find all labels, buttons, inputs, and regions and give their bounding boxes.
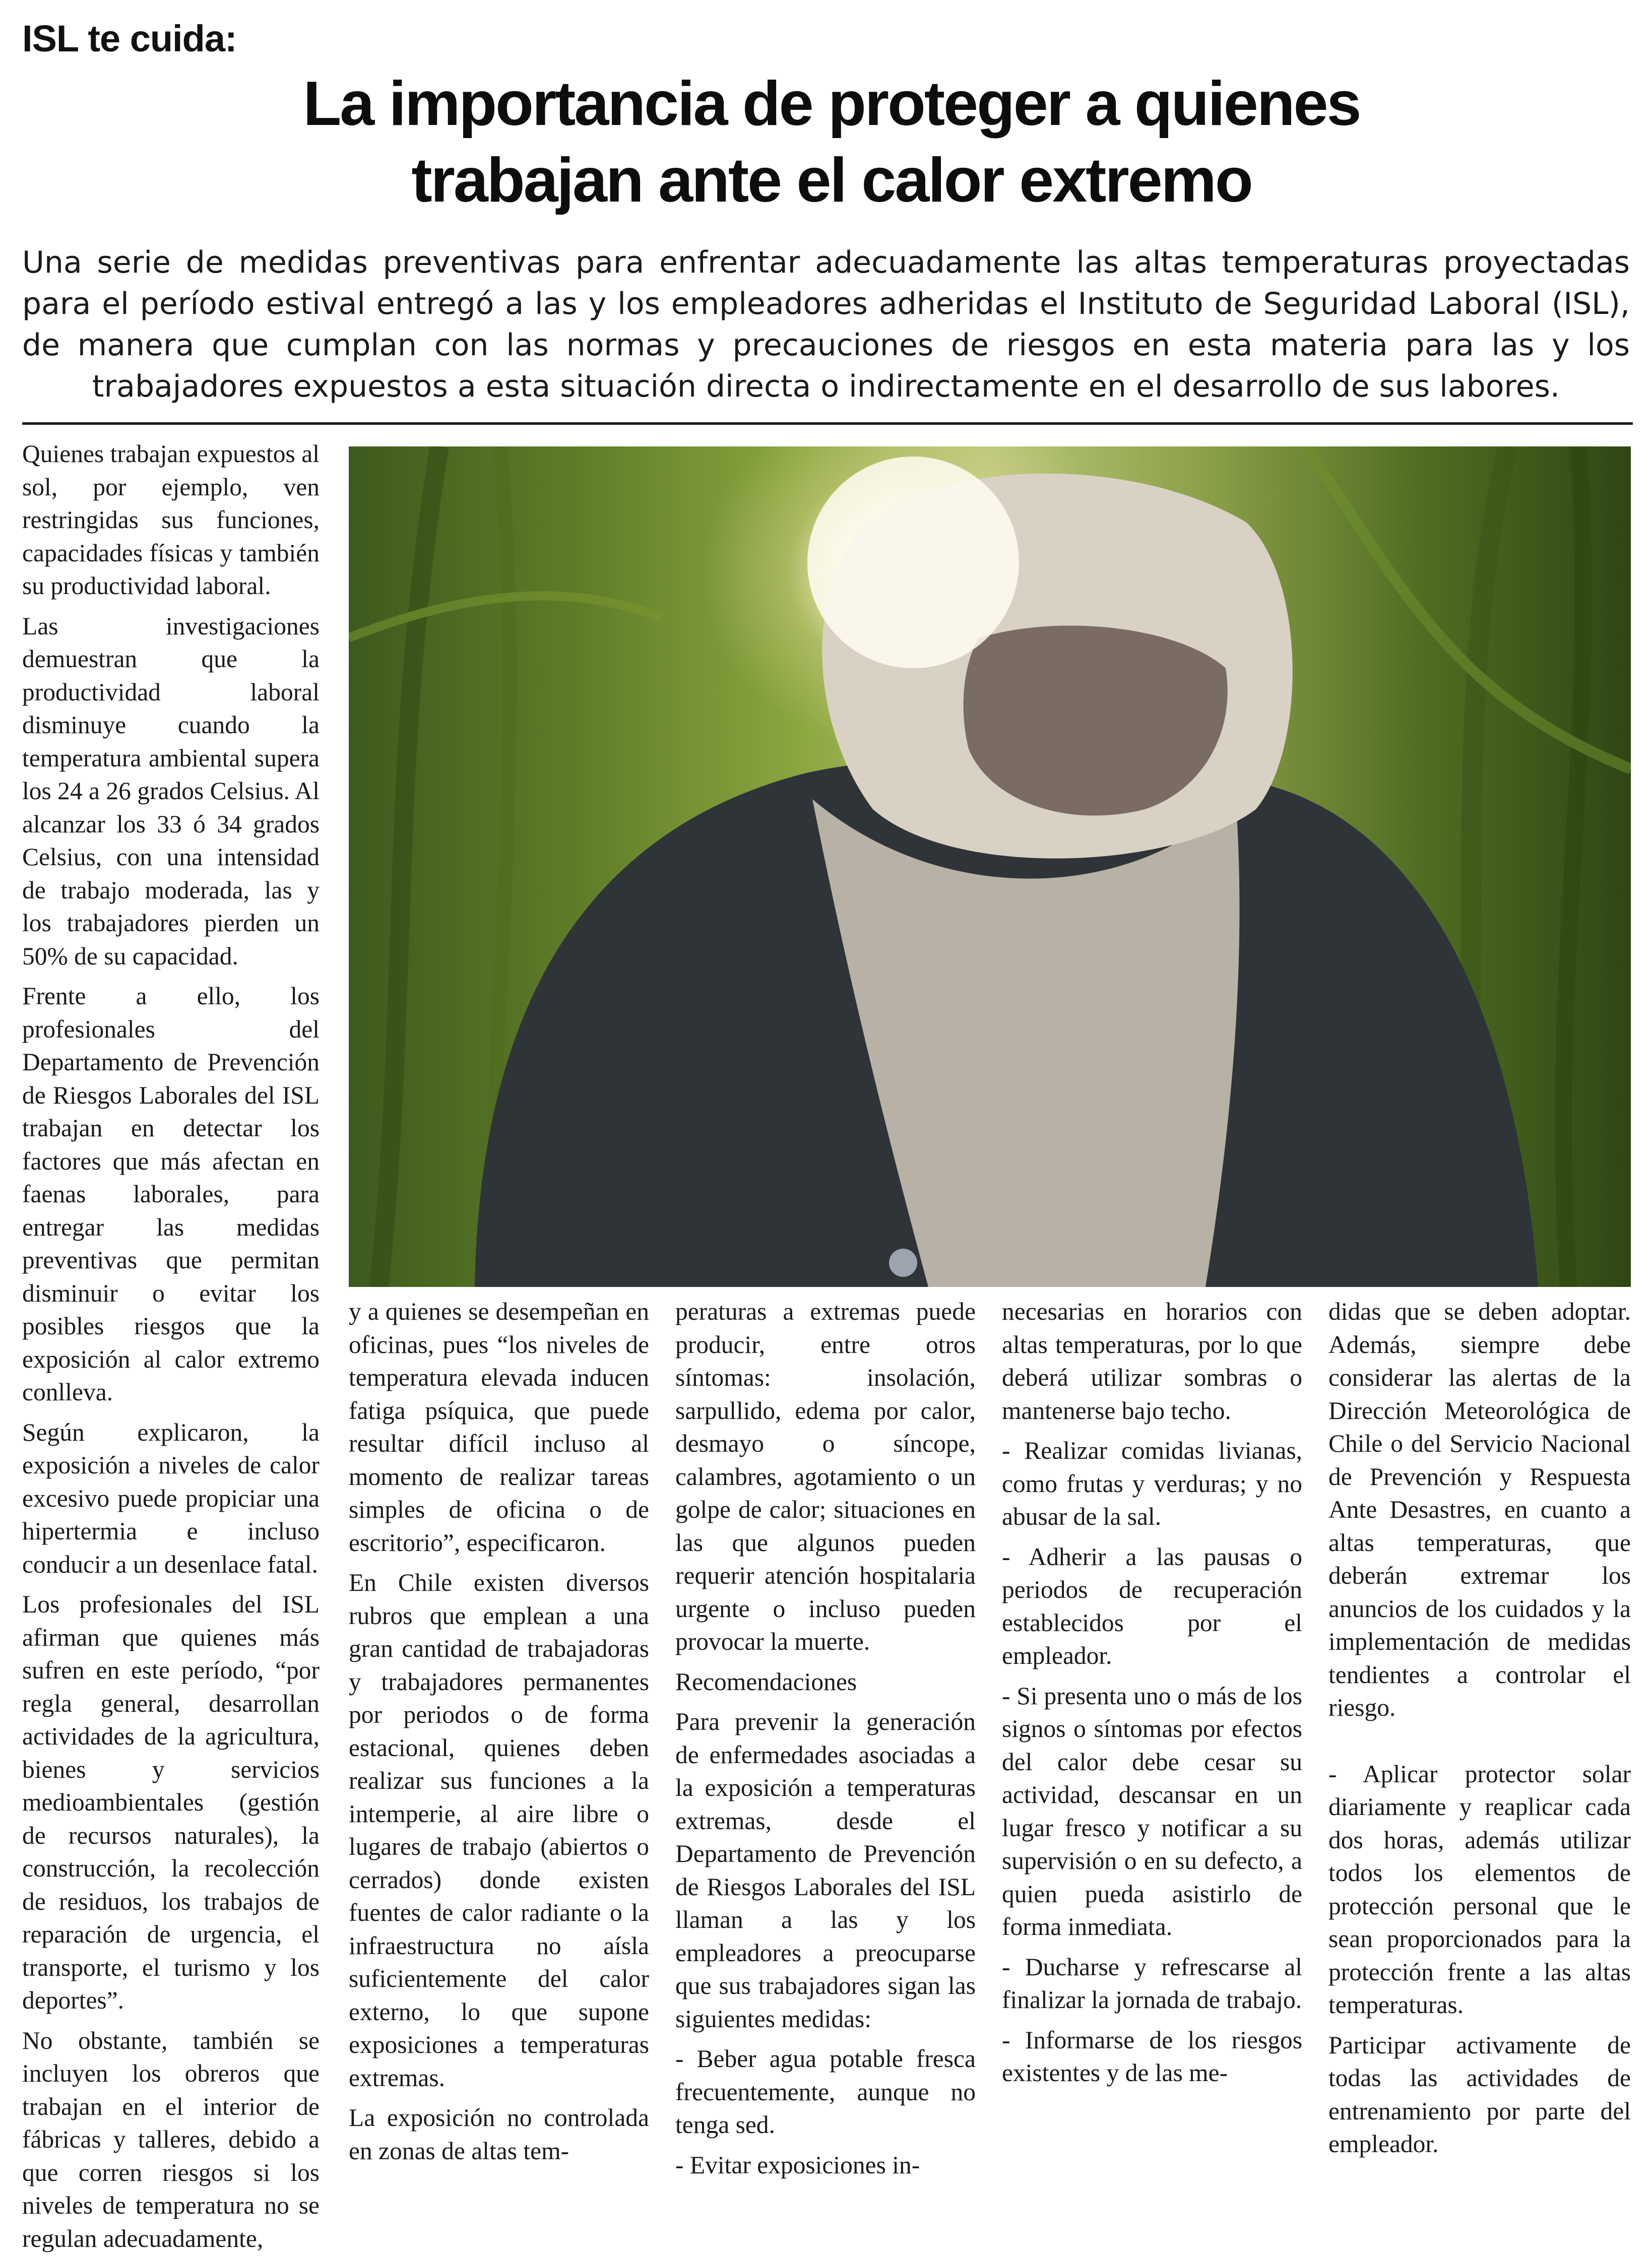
lens-flare xyxy=(889,1249,917,1277)
paragraph: No obstante, también se incluyen los obreros que trabajan en el interior de fábricas y talleres, debido a que corren riesgos si los niveles de temperatura no se regulan adecuadamente, xyxy=(22,2026,320,2252)
article-column-3 xyxy=(675,1295,976,2188)
list-item: - Ducharse y refrescarse al finalizar la jornada de trabajo. xyxy=(1002,1953,1302,2014)
paragraph: Según explicaron, la exposición a niveles de calor excesivo puede propiciar una hipertermia e incluso conducir a un desenlace fatal. xyxy=(22,1418,320,1578)
worker-in-sun-photo xyxy=(349,446,1631,1287)
list-item: - Evitar exposiciones in- xyxy=(675,2151,920,2179)
paragraph: Las investigaciones demuestran que la productividad laboral disminuye cuando la temperatura ambiental supera los 24 a 26 grados Celsius. Al alcanzar los 33 ó 34 grados Celsius, con una intensidad de trabajo moderada, las y los trabajadores pierden un 50% de su capacidad. xyxy=(22,612,320,970)
article-column-1 xyxy=(22,437,320,2262)
section-kicker: ISL te cuida: xyxy=(22,18,237,59)
paragraph: En Chile existen diversos rubros que emplean a una gran cantidad de trabajadoras y trabajadores permanentes por periodos o de forma estacional, quienes deben realizar sus funciones a la intemperie, al aire libre o lugares de trabajo (abiertos o cerrados) donde existen fuentes de calor radiante o la infraestructura no aísla suficientemente del calor externo, lo que supone exposiciones a temperaturas extremas. xyxy=(349,1569,649,2092)
header-divider xyxy=(22,422,1633,425)
list-item: - Informarse de los riesgos existentes y de las me- xyxy=(1002,2026,1302,2087)
paragraph: Participar activamente de todas las actividades de entrenamiento por parte del empleador. xyxy=(1328,2031,1631,2158)
paragraph: Quienes trabajan expuestos al sol, por ejemplo, ven restringidas sus funciones, capacidades físicas y también su productividad laboral. xyxy=(22,440,320,600)
list-item: - Aplicar protector solar diariamente y reaplicar cada dos horas, además utilizar todos los elementos de protección personal que le sean proporcionados para la protección frente a las altas temperaturas. xyxy=(1328,1760,1631,2019)
list-item: - Si presenta uno o más de los signos o síntomas por efectos del calor debe cesar su actividad, descansar en un lugar fresco y notificar a su supervisión o en su defecto, a quien pueda asistirlo de forma inmediata. xyxy=(1002,1682,1302,1941)
paragraph: y a quienes se desempeñan en oficinas, pues “los niveles de temperatura elevada inducen fatiga psíquica, que puede resultar difícil incluso al momento de realizar tareas simples de oficina o de escritorio”, especificaron. xyxy=(349,1298,649,1557)
paragraph: didas que se deben adoptar. Además, siempre debe considerar las alertas de la Dirección Meteorológica de Chile o del Servicio Nacional de Prevención y Respuesta Ante Desastres, en cuanto a altas temperaturas, que deberán extremar los anuncios de los cuidados y la implementación de medidas tendientes a controlar el riesgo. xyxy=(1328,1298,1631,1721)
article-column-2 xyxy=(349,1295,649,2174)
photo-illustration xyxy=(349,446,1631,1287)
sun-flare xyxy=(807,457,1019,668)
paragraph: Los profesionales del ISL afirman que quienes más sufren en este período, “por regla general, desarrollan actividades de la agricultura, bienes y servicios medioambientales (gestión de recursos naturales), la construcción, la recolección de residuos, los trabajos de reparación de urgencia, el transporte, el turismo y los deportes”. xyxy=(22,1590,320,2014)
article-column-4 xyxy=(1002,1295,1302,2097)
list-item: - Realizar comidas livianas, como frutas y verduras; y no abusar de la sal. xyxy=(1002,1437,1302,1530)
paragraph: La exposición no controlada en zonas de altas tem- xyxy=(349,2104,649,2165)
headline xyxy=(126,66,1537,219)
list-item: - Beber agua potable fresca frecuentemente, aunque no tenga sed. xyxy=(675,2045,976,2139)
paragraph: Para prevenir la generación de enfermedades asociadas a la exposición a temperaturas extremas, desde el Departamento de Prevención de Riesgos Laborales del ISL llaman a las y los empleadores a preocuparse que sus trabajadores sigan las siguientes medidas: xyxy=(675,1708,976,2033)
list-item: - Adherir a las pausas o periodos de recuperación establecidos por el empleador. xyxy=(1002,1542,1302,1669)
article-column-5 xyxy=(1328,1295,1631,2168)
lead-paragraph: Una serie de medidas preventivas para enfrentar adecuadamente las altas temperaturas proyectadas para el período estival entregó a las y los empleadores adheridas el Instituto de Seguridad Laboral (ISL), de manera que cumplan con las normas y precauciones de riesgos en esta materia para las y los trabajadores expuestos a esta situación directa o indirectamente en el desarrollo de sus labores. xyxy=(22,245,1630,404)
headline-line-1: La importancia de proteger a quienes xyxy=(303,69,1360,139)
paragraph: necesarias en horarios con altas temperaturas, por lo que deberá utilizar sombras o mantenerse bajo techo. xyxy=(1002,1298,1302,1425)
paragraph: Frente a ello, los profesionales del Departamento de Prevención de Riesgos Laborales del ISL trabajan en detectar los factores que más afectan en faenas laborales, para entregar las medidas preventivas que permitan disminuir o evitar los posibles riesgos que la exposición al calor extremo conlleva. xyxy=(22,982,320,1406)
subheading-recomendaciones: Recomendaciones xyxy=(675,1667,857,1696)
headline-line-2: trabajan ante el calor extremo xyxy=(411,146,1252,215)
paragraph: peraturas a extremas puede producir, entre otros síntomas: insolación, sarpullido, edema por calor, desmayo o síncope, calambres, agotamiento o un golpe de calor; situaciones en las que algunos pueden requerir atención hospitalaria urgente o incluso pueden provocar la muerte. xyxy=(675,1298,976,1655)
